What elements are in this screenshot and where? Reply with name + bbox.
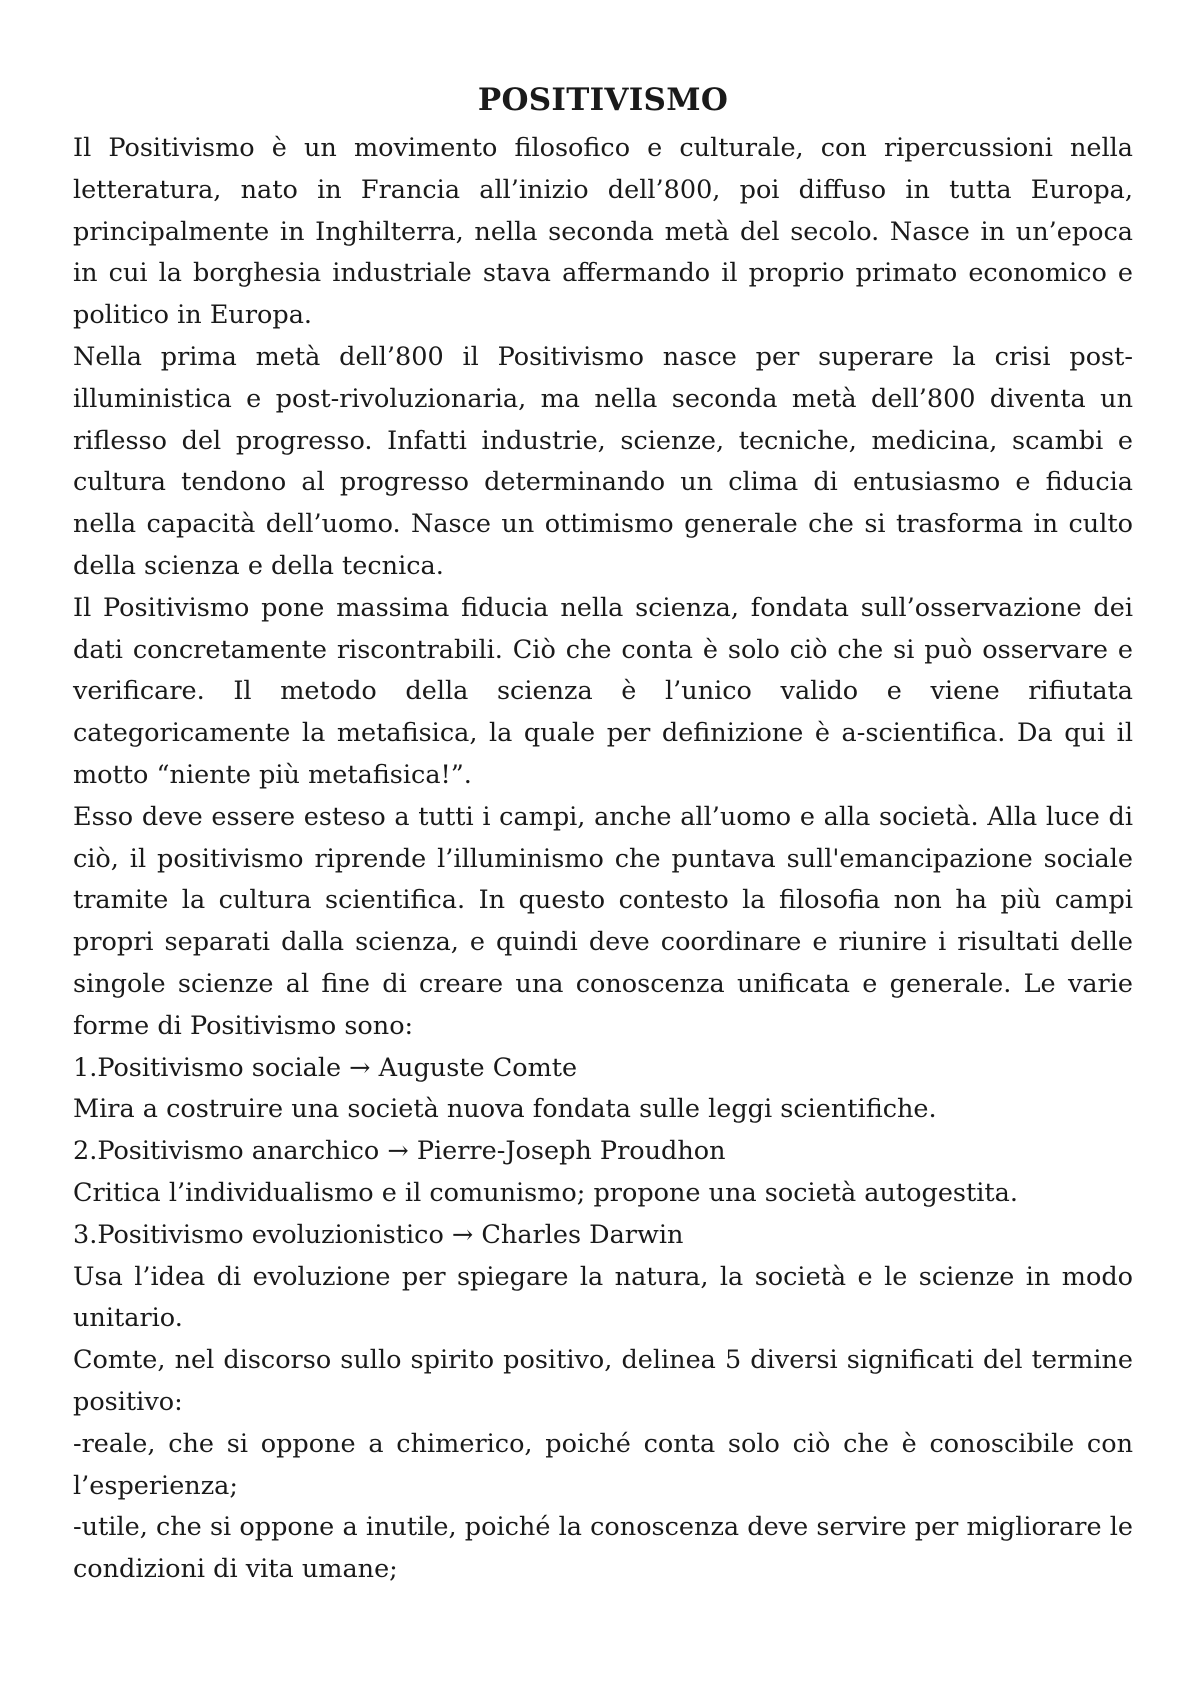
paragraph-science: Il Positivismo pone massima fiducia nella scienza, fondata sull’osservazione dei dati concretamente riscontrabili. Ciò che conta è solo ciò che si può osservare e verificare. Il metodo della scienza è l’unico valido e viene rifiutata categoricamente la metafisica, la quale per definizione è a-scientifica. Da qui il motto “niente più metafisica!”. (73, 592, 1133, 790)
form-heading-evolutionary: 3.Positivismo evoluzionistico → Charles Darwin (73, 1219, 684, 1250)
paragraph-introduction: Il Positivismo è un movimento filosofico e culturale, con ripercussioni nella letteratura, nato in Francia all’inizio dell’800, poi diffuso in tutta Europa, principalmente in Inghilterra, nella seconda metà del secolo. Nasce in un’epoca in cui la borghesia industriale stava affermando il proprio primato economico e politico in Europa. (73, 133, 1133, 331)
form-description-anarchic: Critica l’individualismo e il comunismo; propone una società autogestita. (73, 1177, 1018, 1208)
paragraph-comte-intro: Comte, nel discorso sullo spirito positivo, delinea 5 diversi significati del termine positivo: (73, 1345, 1133, 1417)
paragraph-progress: Nella prima metà dell’800 il Positivismo nasce per superare la crisi post-illuministica e post-rivoluzionaria, ma nella seconda metà dell’800 diventa un riflesso del progresso. Infatti industrie, scienze, tecniche, medicina, scambi e cultura tendono al progresso determinando un clima di entusiasmo e fiducia nella capacità dell’uomo. Nasce un ottimismo generale che si trasforma in culto della scienza e della tecnica. (73, 341, 1133, 581)
form-description-social: Mira a costruire una società nuova fondata sulle leggi scientifiche. (73, 1094, 937, 1125)
document-page (73, 72, 1133, 1591)
paragraph-society: Esso deve essere esteso a tutti i campi, anche all’uomo e alla società. Alla luce di ciò, il positivismo riprende l’illuminismo che puntava sull'emancipazione sociale tramite la cultura scientifica. In questo contesto la filosofia non ha più campi propri separati dalla scienza, e quindi deve coordinare e riunire i risultati delle singole scienze al fine di creare una conoscenza unificata e generale. Le varie forme di Positivismo sono: (73, 801, 1133, 1041)
meaning-item-useful: -utile, che si oppone a inutile, poiché la conoscenza deve servire per migliorare le condizioni di vita umane; (73, 1512, 1133, 1585)
document-title: POSITIVISMO (477, 82, 729, 118)
meaning-item-real: -reale, che si oppone a chimerico, poiché conta solo ciò che è conoscibile con l’esperienza; (73, 1428, 1133, 1501)
form-heading-anarchic: 2.Positivismo anarchico → Pierre-Joseph Proudhon (73, 1136, 726, 1167)
form-description-evolutionary: Usa l’idea di evoluzione per spiegare la natura, la società e le scienze in modo unitario. (73, 1261, 1133, 1334)
form-heading-social: 1.Positivismo sociale → Auguste Comte (73, 1052, 578, 1083)
